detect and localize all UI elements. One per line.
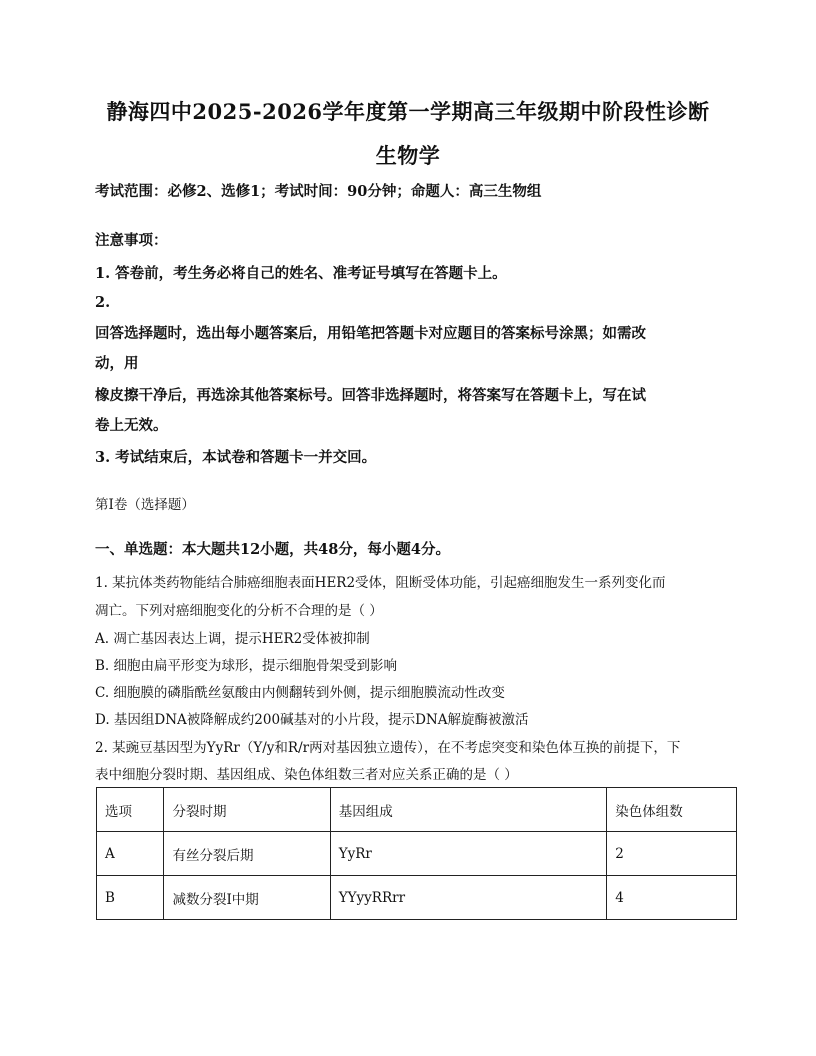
section-heading: 一、单选题：本大题共12小题，共48分，每小题4分。	[95, 541, 450, 558]
exam-subject: 生物学	[375, 143, 441, 168]
table-cell: A	[97, 832, 164, 876]
option-a: A. 凋亡基因表达上调，提示HER2受体被抑制	[95, 631, 370, 647]
table-cell: YyRr	[330, 832, 607, 876]
question-stem: 2. 某豌豆基因型为YyRr（Y/y和R/r两对基因独立遗传），在不考虑突变和染色体互换的前提下，下	[95, 740, 681, 756]
notice-heading: 注意事项：	[95, 232, 168, 249]
answer-table	[96, 787, 737, 920]
table-cell: 4	[607, 876, 737, 920]
table-row	[97, 876, 737, 920]
exam-title: 静海四中2025-2026学年度第一学期高三年级期中阶段性诊断	[106, 99, 710, 124]
question-stem: 表中细胞分裂时期、基因组成、染色体组数三者对应关系正确的是（ ）	[95, 767, 518, 783]
table-cell: 减数分裂I中期	[164, 876, 330, 920]
table-header-cell: 选项	[97, 788, 164, 832]
volume-label: 第I卷（选择题）	[95, 497, 195, 513]
notice-line: 2.	[95, 294, 111, 311]
option-b: B. 细胞由扁平形变为球形，提示细胞骨架受到影响	[95, 658, 398, 674]
question-stem: 凋亡。下列对癌细胞变化的分析不合理的是（ ）	[95, 603, 383, 619]
exam-info: 考试范围：必修2、选修1；考试时间：90分钟；命题人：高三生物组	[95, 183, 542, 200]
notice-line: 动，用	[95, 355, 139, 372]
notice-line: 1. 答卷前，考生务必将自己的姓名、准考证号填写在答题卡上。	[95, 265, 507, 282]
table-cell: 有丝分裂后期	[164, 832, 330, 876]
table-cell: YYyyRRrr	[330, 876, 607, 920]
table-cell: 2	[607, 832, 737, 876]
table-header-row	[97, 788, 737, 832]
notice-line: 回答选择题时，选出每小题答案后，用铅笔把答题卡对应题目的答案标号涂黑；如需改	[95, 325, 646, 342]
table-cell: B	[97, 876, 164, 920]
notice-line: 橡皮擦干净后，再选涂其他答案标号。回答非选择题时，将答案写在答题卡上，写在试	[95, 387, 646, 404]
option-d: D. 基因组DNA被降解成约200碱基对的小片段，提示DNA解旋酶被激活	[95, 712, 529, 728]
table-header-cell: 分裂时期	[164, 788, 330, 832]
table-header-cell: 染色体组数	[607, 788, 737, 832]
option-c: C. 细胞膜的磷脂酰丝氨酸由内侧翻转到外侧，提示细胞膜流动性改变	[95, 685, 505, 701]
notice-line: 3. 考试结束后，本试卷和答题卡一并交回。	[95, 449, 377, 466]
notice-line: 卷上无效。	[95, 417, 168, 434]
table-row	[97, 832, 737, 876]
question-stem: 1. 某抗体类药物能结合肺癌细胞表面HER2受体，阻断受体功能，引起癌细胞发生一系列变化而	[95, 575, 666, 591]
table-header-cell: 基因组成	[330, 788, 607, 832]
